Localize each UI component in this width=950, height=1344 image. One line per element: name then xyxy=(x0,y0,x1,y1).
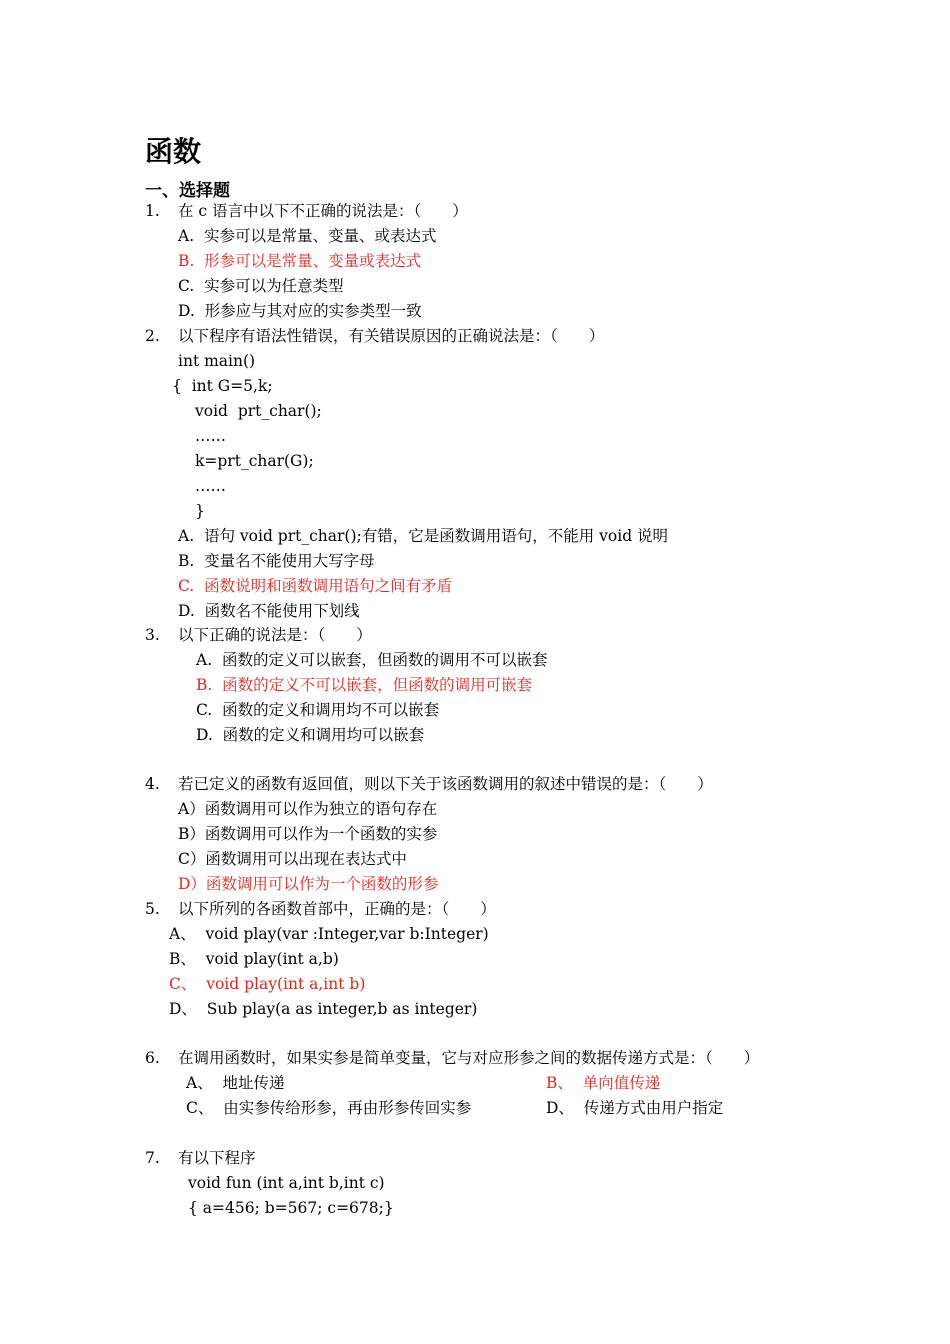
page-title: 函数 xyxy=(145,135,202,168)
code-line: } xyxy=(195,502,205,520)
option-a: A. 实参可以是常量、变量、或表达式 xyxy=(178,227,437,245)
option-d-answer: D）函数调用可以作为一个函数的形参 xyxy=(178,875,439,893)
question-number: 1. xyxy=(145,202,160,220)
code-line: …… xyxy=(195,427,226,445)
option-c: C、 由实参传给形参，再由形参传回实参 xyxy=(186,1099,472,1117)
option-d: D、 传递方式由用户指定 xyxy=(546,1099,724,1117)
option-c-answer: C、 void play(int a,int b) xyxy=(169,975,366,993)
option-b-answer: B、 单向值传递 xyxy=(546,1074,661,1092)
question-stem: 若已定义的函数有返回值，则以下关于该函数调用的叙述中错误的是：（ ） xyxy=(178,775,713,793)
option-b: B. 变量名不能使用大写字母 xyxy=(178,552,375,570)
option-c-answer: C. 函数说明和函数调用语句之间有矛盾 xyxy=(178,577,453,595)
section-heading: 一、选择题 xyxy=(145,181,230,201)
option-b: B）函数调用可以作为一个函数的实参 xyxy=(178,825,438,843)
option-c: C. 实参可以为任意类型 xyxy=(178,277,344,295)
option-b: B、 void play(int a,b) xyxy=(169,950,339,968)
code-line: …… xyxy=(195,477,226,495)
code-line: { int G=5,k; xyxy=(172,377,273,395)
option-c: C）函数调用可以出现在表达式中 xyxy=(178,850,407,868)
option-d: D、 Sub play(a as integer,b as integer) xyxy=(169,1000,478,1018)
question-number: 5. xyxy=(145,900,160,918)
question-stem: 以下所列的各函数首部中，正确的是：（ ） xyxy=(178,900,496,918)
code-line: { a=456; b=567; c=678;} xyxy=(188,1199,394,1217)
option-a: A. 语句 void prt_char();有错，它是函数调用语句，不能用 void 说明 xyxy=(178,527,669,545)
option-a: A、 void play(var :Integer,var b:Integer) xyxy=(169,925,489,943)
code-line: void prt_char(); xyxy=(195,402,322,420)
question-number: 3. xyxy=(145,626,160,644)
option-a: A、 地址传递 xyxy=(186,1074,285,1092)
code-line: k=prt_char(G); xyxy=(195,452,314,470)
question-number: 2. xyxy=(145,327,160,345)
code-line: int main() xyxy=(178,352,256,370)
option-d: D. 函数的定义和调用均可以嵌套 xyxy=(196,726,425,744)
question-stem: 以下正确的说法是：（ ） xyxy=(178,626,372,644)
option-d: D. 函数名不能使用下划线 xyxy=(178,602,360,620)
option-b-answer: B. 形参可以是常量、变量或表达式 xyxy=(178,252,422,270)
option-a: A）函数调用可以作为独立的语句存在 xyxy=(178,800,438,818)
option-a: A. 函数的定义可以嵌套，但函数的调用不可以嵌套 xyxy=(196,651,548,669)
code-line: void fun (int a,int b,int c) xyxy=(188,1174,385,1192)
question-stem: 有以下程序 xyxy=(178,1149,256,1167)
option-c: C. 函数的定义和调用均不可以嵌套 xyxy=(196,701,440,719)
question-stem: 在调用函数时，如果实参是简单变量，它与对应形参之间的数据传递方式是：（ ） xyxy=(178,1049,760,1067)
option-d: D. 形参应与其对应的实参类型一致 xyxy=(178,302,422,320)
question-stem: 在 c 语言中以下不正确的说法是：（ ） xyxy=(178,202,468,220)
question-stem: 以下程序有语法性错误，有关错误原因的正确说法是：（ ） xyxy=(178,327,605,345)
question-number: 6. xyxy=(145,1049,160,1067)
question-number: 4. xyxy=(145,775,160,793)
question-number: 7. xyxy=(145,1149,160,1167)
option-b-answer: B. 函数的定义不可以嵌套，但函数的调用可嵌套 xyxy=(196,676,533,694)
